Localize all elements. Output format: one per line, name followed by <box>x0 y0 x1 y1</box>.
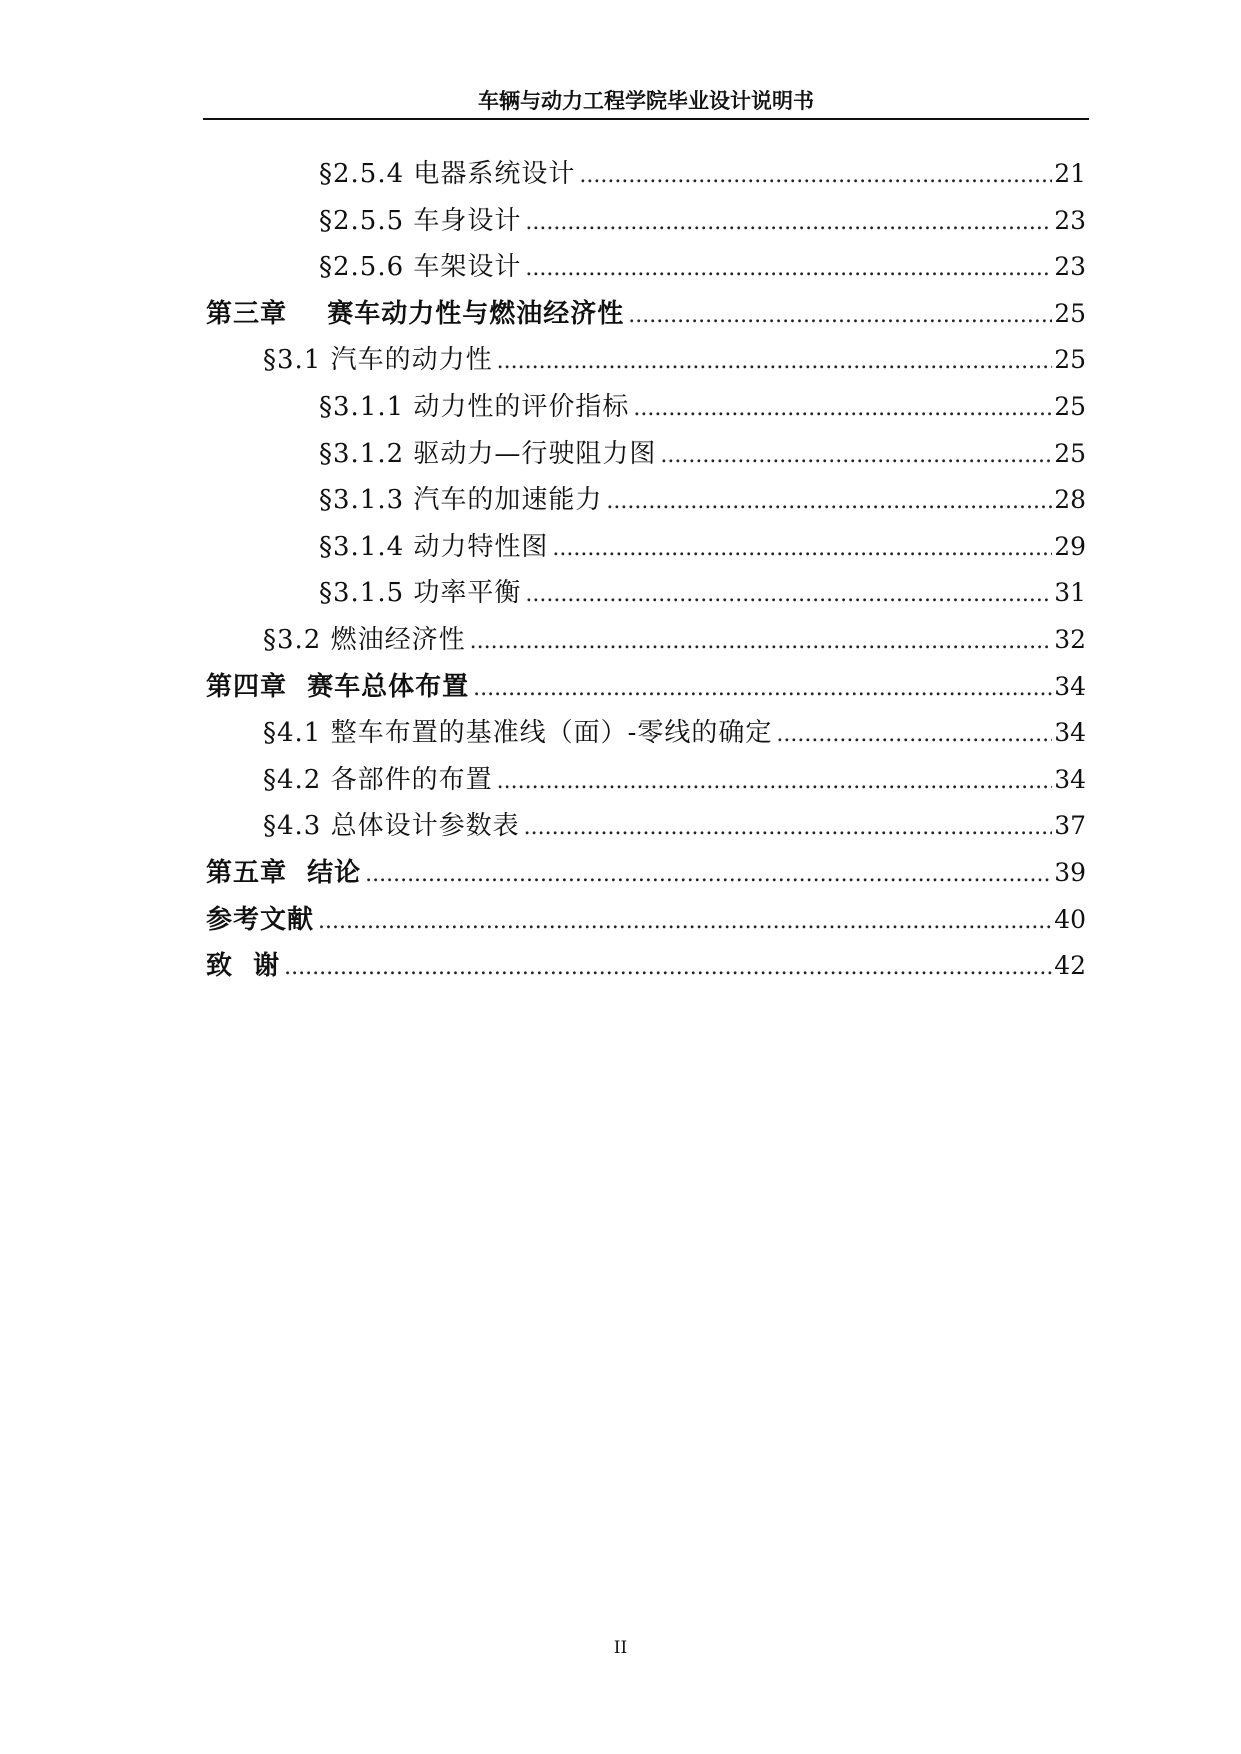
toc-entry[interactable] <box>206 337 1086 384</box>
toc-entry-label: §2.5.4 电器系统设计 <box>319 159 576 189</box>
toc-entry-page: 34 <box>1054 671 1086 701</box>
toc-entry[interactable] <box>206 710 1086 757</box>
toc-entry-label: §3.1.3 汽车的加速能力 <box>319 485 603 516</box>
toc-entry-label: §3.1 汽车的动力性 <box>263 345 493 376</box>
toc-entry-page: 34 <box>1054 764 1086 794</box>
toc-entry-label: §2.5.5 车身设计 <box>319 205 522 236</box>
toc-entry[interactable] <box>206 524 1086 571</box>
toc-entry-label: §3.2 燃油经济性 <box>263 624 466 655</box>
toc-entry[interactable] <box>206 664 1086 711</box>
toc-entry[interactable] <box>206 943 1086 990</box>
toc-entry-page: 23 <box>1054 205 1086 235</box>
toc-entry[interactable] <box>206 384 1086 431</box>
toc-entry-page: 21 <box>1054 159 1086 188</box>
toc-entry-label: §4.1 整车布置的基准线（面）-零线的确定 <box>263 718 773 749</box>
toc-dot-leader <box>606 479 1052 526</box>
toc-entry-label: §3.1.4 动力特性图 <box>319 531 549 562</box>
toc-entry[interactable] <box>206 570 1086 617</box>
toc-entry-page: 31 <box>1054 578 1086 608</box>
page-number-text: II <box>613 1638 628 1658</box>
toc-entry-label: §3.1.2 驱动力—行驶阻力图 <box>319 438 657 469</box>
toc-entry-page: 37 <box>1054 811 1086 841</box>
toc-dot-leader <box>365 852 1052 899</box>
toc-entry-page: 23 <box>1054 252 1086 282</box>
toc-dot-leader <box>552 526 1052 573</box>
toc-entry[interactable] <box>206 617 1086 664</box>
toc-entry[interactable] <box>206 757 1086 804</box>
toc-entry-page: 40 <box>1054 904 1086 934</box>
toc-entry-page: 32 <box>1054 624 1086 654</box>
toc-dot-leader <box>525 572 1052 619</box>
toc-entry-page: 28 <box>1054 485 1086 515</box>
toc-entry-label: 第三章 赛车动力性与燃油经济性 <box>206 298 625 329</box>
toc-entry-label: 致 谢 <box>206 951 281 982</box>
toc-entry[interactable] <box>206 431 1086 478</box>
toc-entry-page: 25 <box>1054 345 1086 375</box>
toc-entry-page: 25 <box>1054 438 1086 468</box>
page-header <box>203 86 1089 120</box>
toc-dot-leader <box>473 666 1052 713</box>
toc-entry-page: 25 <box>1054 391 1086 421</box>
page-number <box>0 1636 1241 1660</box>
toc-dot-leader <box>628 293 1052 340</box>
toc-dot-leader <box>470 619 1053 666</box>
toc-dot-leader <box>497 339 1053 386</box>
toc-entry[interactable] <box>206 151 1086 198</box>
toc-entry-label: §3.1.1 动力性的评价指标 <box>319 391 630 422</box>
toc-dot-leader <box>524 805 1053 852</box>
toc-dot-leader <box>284 945 1052 992</box>
toc-entry-page: 39 <box>1054 857 1086 887</box>
toc-entry-label: §3.1.5 功率平衡 <box>319 578 522 609</box>
toc-entry-page: 34 <box>1054 718 1086 748</box>
toc-entry-label: §2.5.6 车架设计 <box>319 252 522 283</box>
toc-entry[interactable] <box>206 244 1086 291</box>
toc-entry-label: 第五章 结论 <box>206 857 362 888</box>
toc-entry-page: 25 <box>1054 298 1086 328</box>
toc-entry-label: 参考文献 <box>206 904 315 935</box>
toc-dot-leader <box>776 712 1052 759</box>
toc-entry-page: 42 <box>1054 951 1086 981</box>
toc-dot-leader <box>525 200 1052 247</box>
toc-entry-label: §4.2 各部件的布置 <box>263 764 493 795</box>
toc-dot-leader <box>579 153 1052 200</box>
toc-entry[interactable] <box>206 897 1086 944</box>
toc-dot-leader <box>525 246 1052 293</box>
toc-entry[interactable] <box>206 291 1086 338</box>
toc-dot-leader <box>497 759 1053 806</box>
toc-entry[interactable] <box>206 477 1086 524</box>
toc-entry-label: 第四章 赛车总体布置 <box>206 671 470 702</box>
toc-dot-leader <box>660 433 1052 480</box>
header-title: 车辆与动力工程学院毕业设计说明书 <box>478 89 814 113</box>
table-of-contents <box>206 151 1086 990</box>
toc-dot-leader <box>318 899 1052 946</box>
toc-entry-page: 29 <box>1054 531 1086 561</box>
toc-entry[interactable] <box>206 198 1086 245</box>
toc-dot-leader <box>633 386 1052 433</box>
toc-entry[interactable] <box>206 850 1086 897</box>
toc-entry-label: §4.3 总体设计参数表 <box>263 811 520 842</box>
toc-entry[interactable] <box>206 803 1086 850</box>
